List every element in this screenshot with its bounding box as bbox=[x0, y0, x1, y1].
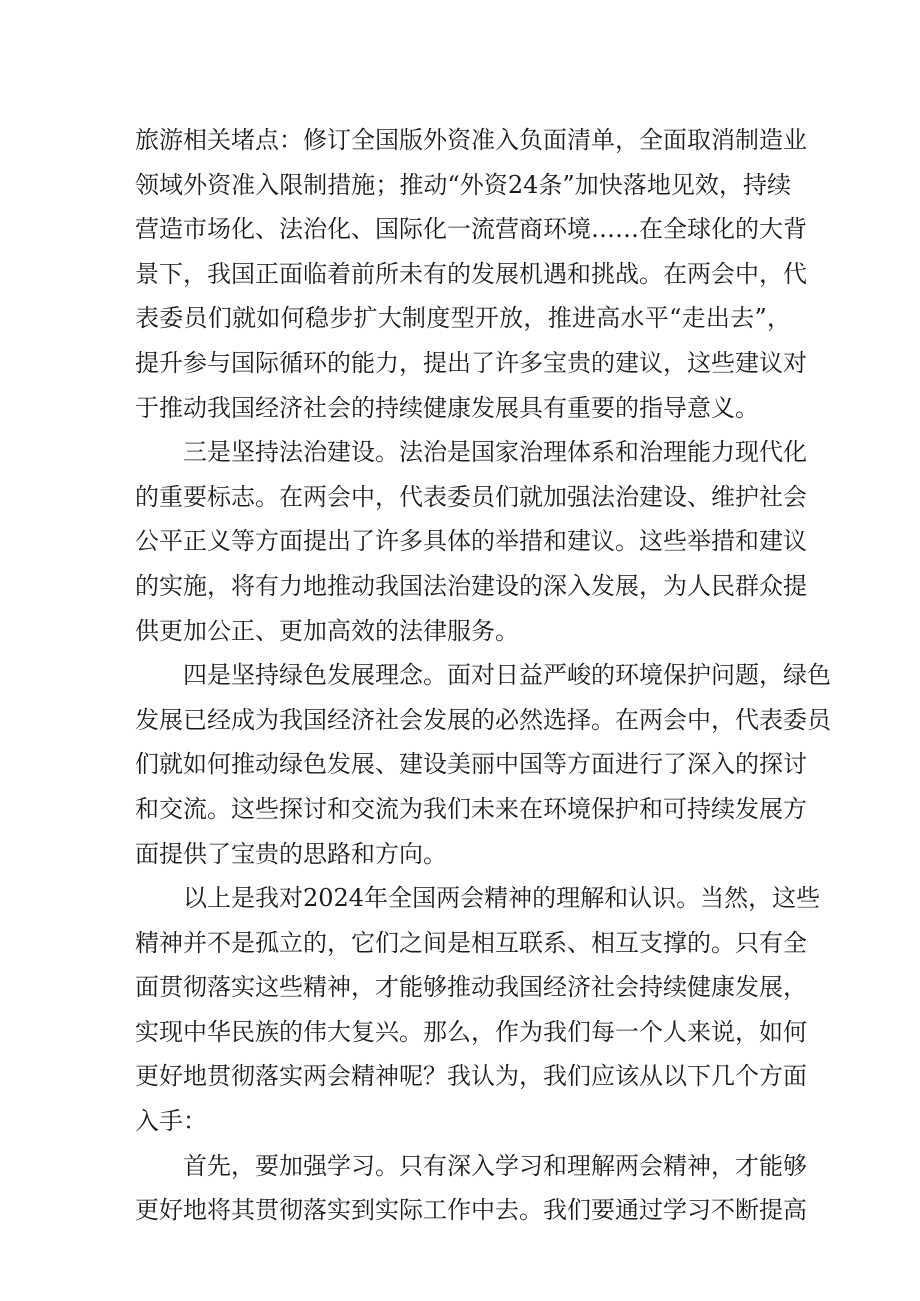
text-line: 的实施，将有力地推动我国法治建设的深入发展，为人民群众提 bbox=[135, 571, 807, 600]
text-line: 和交流。这些探讨和交流为我们未来在环境保护和可持续发展方 bbox=[135, 794, 807, 823]
text-line: 提升参与国际循环的能力，提出了许多宝贵的建议，这些建议对 bbox=[135, 348, 807, 377]
paragraph-first-study bbox=[135, 1144, 807, 1233]
document-body bbox=[135, 118, 831, 1233]
text-line: 更好地贯彻落实两会精神呢？我认为，我们应该从以下几个方面 bbox=[135, 1062, 807, 1091]
text-line: 精神并不是孤立的，它们之间是相互联系、相互支撑的。只有全 bbox=[135, 928, 807, 957]
text-line: 面贯彻落实这些精神，才能够推动我国经济社会持续健康发展， bbox=[135, 973, 807, 1002]
text-line: 领域外资准入限制措施；推动“外资24条”加快落地见效，持续 bbox=[135, 170, 791, 199]
text-line: 们就如何推动绿色发展、建设美丽中国等方面进行了深入的探讨 bbox=[135, 750, 807, 779]
paragraph-green-development bbox=[135, 653, 831, 876]
text-line: 发展已经成为我国经济社会发展的必然选择。在两会中，代表委员 bbox=[135, 705, 831, 734]
text-line: 实现中华民族的伟大复兴。那么，作为我们每一个人来说，如何 bbox=[135, 1017, 807, 1046]
text-line: 首先，要加强学习。只有深入学习和理解两会精神，才能够 bbox=[183, 1151, 807, 1180]
text-line: 以上是我对2024年全国两会精神的理解和认识。当然，这些 bbox=[183, 884, 821, 913]
text-line: 面提供了宝贵的思路和方向。 bbox=[135, 839, 447, 868]
text-line: 的重要标志。在两会中，代表委员们就加强法治建设、维护社会 bbox=[135, 482, 807, 511]
text-line: 入手： bbox=[135, 1107, 207, 1136]
paragraph-rule-of-law bbox=[135, 430, 807, 653]
text-line: 四是坚持绿色发展理念。面对日益严峻的环境保护问题，绿色 bbox=[183, 661, 831, 690]
text-line: 营造市场化、法治化、国际化一流营商环境……在全球化的大背 bbox=[135, 215, 807, 244]
text-line: 旅游相关堵点：修订全国版外资准入负面清单，全面取消制造业 bbox=[135, 126, 807, 154]
text-line: 三是坚持法治建设。法治是国家治理体系和治理能力现代化 bbox=[183, 438, 807, 467]
text-line: 更好地将其贯彻落实到实际工作中去。我们要通过学习不断提高 bbox=[135, 1196, 807, 1225]
text-line: 公平正义等方面提出了许多具体的举措和建议。这些举措和建议 bbox=[135, 527, 807, 556]
text-line: 景下，我国正面临着前所未有的发展机遇和挑战。在两会中，代 bbox=[135, 259, 807, 288]
text-line: 供更加公正、更加高效的法律服务。 bbox=[135, 616, 519, 645]
paragraph-summary bbox=[135, 876, 821, 1144]
text-line: 于推动我国经济社会的持续健康发展具有重要的指导意义。 bbox=[135, 393, 759, 422]
paragraph-open bbox=[135, 118, 807, 430]
text-line: 表委员们就如何稳步扩大制度型开放，推进高水平“走出去”， bbox=[135, 304, 791, 333]
